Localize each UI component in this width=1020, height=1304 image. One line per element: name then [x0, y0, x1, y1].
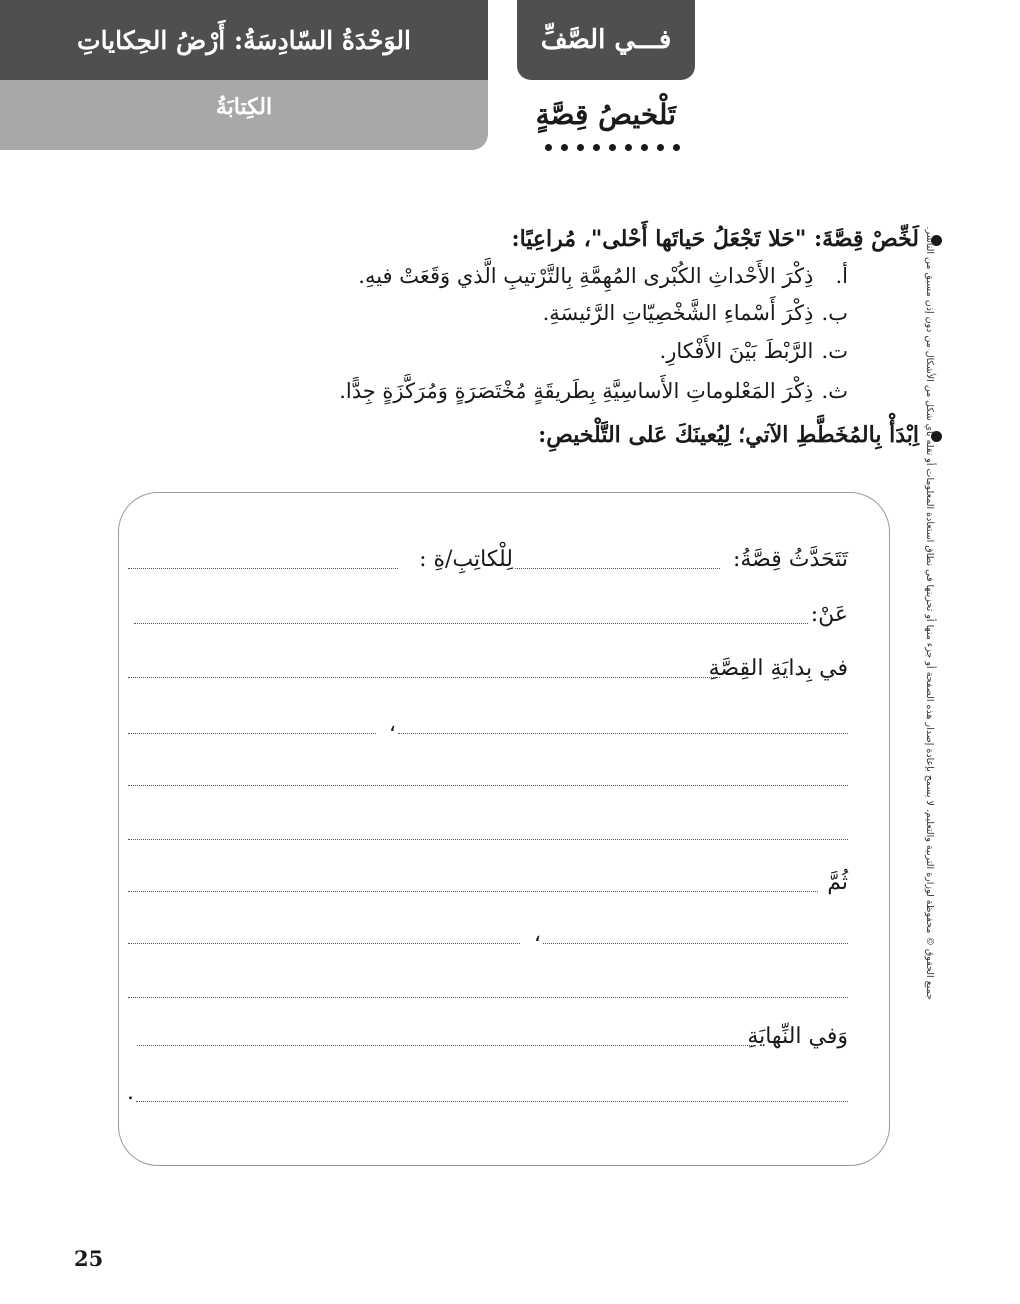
form-row-beginning: [128, 654, 848, 684]
class-tab: [517, 0, 695, 80]
unit-header: [0, 0, 488, 80]
section-header: [0, 80, 488, 150]
item-letter: أ.: [835, 264, 848, 288]
story-title-field[interactable]: [515, 568, 720, 569]
instruction-item: [128, 339, 848, 363]
form-row-then: [128, 868, 848, 898]
class-tab-label: فـــي الصَّفِّ: [540, 25, 672, 55]
copyright-note: جميع الحقوق © محفوظة لوزارة التربية والتعليم. لا يسمح بإعادة إصدار هذه الصفحة أو جزء منها أو تخزينها في نطاق استعادة المعلومات أو نقله بأي شكل من الأشكال من دون إذن مسبق من الناشر.: [924, 226, 935, 1000]
unit-title: الوَحْدَةُ السّادِسَةُ: أَرْضُ الحِكاياتِ: [77, 25, 411, 55]
item-letter: ت.: [821, 339, 848, 363]
item-text: ذِكْرَ الأَحْداثِ الكُبْرى المُهِمَّةِ بِالتَّرْتيبِ الَّذي وَقَعَتْ فيهِ.: [358, 264, 814, 288]
then-label: ثُمَّ: [827, 870, 848, 895]
instruction-item: [128, 301, 848, 325]
text-line-field[interactable]: [128, 839, 848, 840]
form-row-finally: [128, 1022, 848, 1052]
instruction-bullet-2: [182, 422, 942, 448]
form-row-last: [128, 1078, 848, 1108]
page-number: 25: [74, 1246, 104, 1271]
then-field[interactable]: [128, 891, 818, 892]
text-line-field[interactable]: [128, 785, 848, 786]
about-label: عَنْ:: [810, 602, 848, 627]
title-underline-dots: [545, 144, 680, 158]
comma-mark: ،: [533, 922, 541, 947]
finally-field[interactable]: [137, 1045, 752, 1046]
instruction-item: [128, 264, 848, 288]
finally-label: وَفي النِّهايَةِ: [747, 1024, 848, 1049]
form-row-line: [128, 816, 848, 846]
lesson-title: تَلْخيصُ قِصَّةٍ: [535, 98, 676, 131]
writer-label: لِلْكاتِبِ/ةِ :: [419, 547, 513, 572]
instruction-text-2: اِبْدَأْ بِالمُخَطَّطِ الآتي؛ لِيُعينَكَ عَلى التَّلْخيصِ:: [538, 422, 919, 448]
form-row-line: [128, 974, 848, 1004]
instruction-bullet-1: [182, 226, 942, 252]
text-line-field[interactable]: [128, 943, 520, 944]
form-row-about: [128, 600, 848, 630]
item-letter: ب.: [821, 301, 848, 325]
item-letter: ث.: [821, 379, 848, 403]
form-row-story: [128, 545, 848, 575]
story-label: تَتَحَدَّثُ قِصَّةُ:: [732, 547, 848, 572]
form-row-line: [128, 710, 848, 740]
text-line-field[interactable]: [128, 733, 376, 734]
beginning-label: في بِدايَةِ القِصَّةِ: [708, 656, 848, 681]
writer-field[interactable]: [128, 568, 398, 569]
text-line-field[interactable]: [136, 1101, 848, 1102]
instruction-item: [128, 379, 848, 403]
text-line-field[interactable]: [543, 943, 848, 944]
item-text: ذِكْرَ أَسْماءِ الشَّخْصِيّاتِ الرَّئيسَةِ.: [542, 301, 814, 325]
item-text: ذِكْرَ المَعْلوماتِ الأَساسِيَّةِ بِطَريقَةٍ مُخْتَصَرَةٍ وَمُرَكَّزَةٍ جِدًّا.: [339, 379, 814, 403]
beginning-field[interactable]: [128, 677, 720, 678]
item-text: الرَّبْطَ بَيْنَ الأَفْكارِ.: [659, 339, 814, 363]
text-line-field[interactable]: [128, 997, 848, 998]
form-row-line: [128, 762, 848, 792]
form-row-line: [128, 920, 848, 950]
period-mark: .: [127, 1080, 134, 1105]
comma-mark: ،: [388, 712, 396, 737]
about-field[interactable]: [134, 623, 808, 624]
section-label: الكِتابَةُ: [215, 94, 273, 120]
instruction-text-1: لَخِّصْ قِصَّةَ: "حَلا تَجْعَلُ حَياتَها أَحْلى"، مُراعِيًا:: [511, 226, 919, 252]
text-line-field[interactable]: [398, 733, 848, 734]
